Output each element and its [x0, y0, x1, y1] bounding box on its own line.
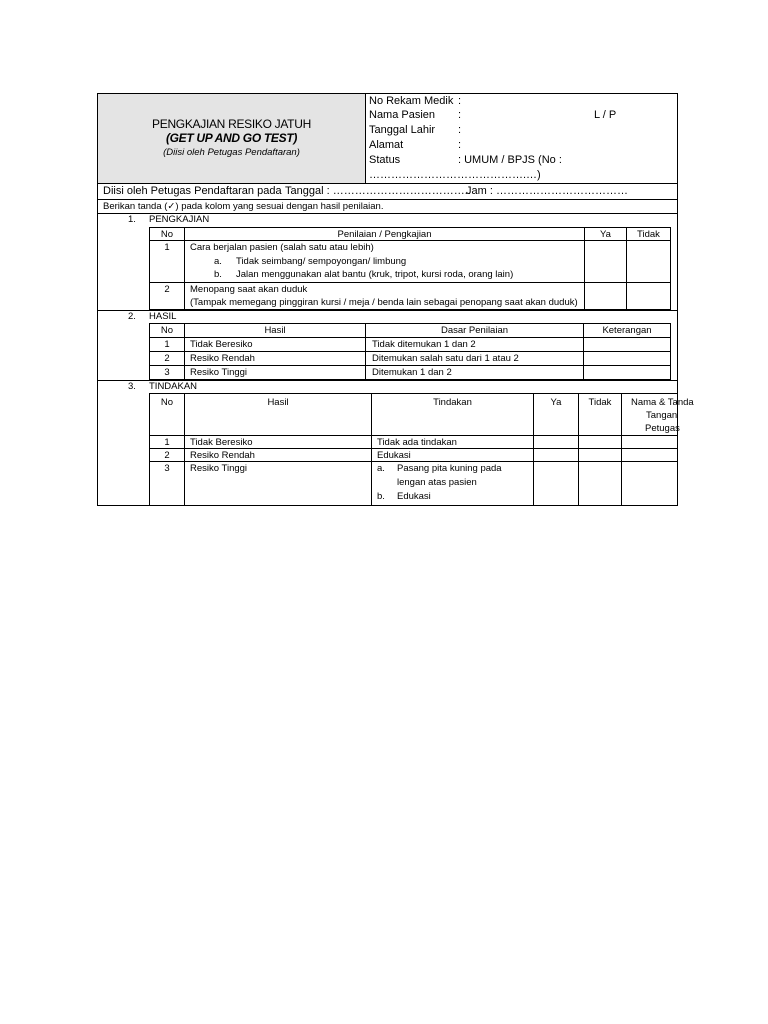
section-2-number: 2. [128, 311, 136, 322]
section-3-title: TINDAKAN [149, 381, 198, 392]
result-row-3-no: 3 [164, 367, 170, 378]
fill-line-tanggal: Tanggal : ……………………………….. [285, 185, 471, 197]
assessment-r2-no: 2 [164, 284, 170, 295]
form-note: (Diisi oleh Petugas Pendaftaran) [163, 147, 300, 158]
assessment-col-tidak [626, 228, 627, 309]
header-bottom-line [98, 183, 677, 184]
action-head-nama-1: Nama & Tanda [631, 397, 694, 408]
section-3-number: 3. [128, 381, 136, 392]
result-head-no: No [160, 325, 174, 336]
label-tanggal-lahir: Tanggal Lahir [369, 124, 436, 136]
action-col-tindakan [533, 394, 534, 505]
instruction-text: Berikan tanda (✓) pada kolom yang sesuai dengan hasil penilaian. [103, 201, 384, 212]
action-row-line-1 [150, 448, 677, 449]
action-row-1-no: 1 [164, 437, 170, 448]
action-head-nama-2: Tangan [646, 410, 678, 421]
assessment-r2-text: Menopang saat akan duduk [190, 284, 308, 295]
result-row-1-dasar: Tidak ditemukan 1 dan 2 [372, 339, 476, 350]
status-value-cont: …………………………………….…) [369, 169, 541, 181]
section-1-number: 1. [128, 214, 136, 225]
result-row-line-1 [150, 351, 670, 352]
result-row-3-dasar: Ditemukan 1 dan 2 [372, 367, 452, 378]
result-row-3-hasil: Resiko Tinggi [190, 367, 248, 378]
action-row-3-b-marker: b. [377, 491, 385, 502]
assessment-col-no [184, 228, 185, 309]
action-head-no: No [160, 397, 174, 408]
action-row-2-tindakan: Edukasi [377, 450, 411, 461]
result-row-2-no: 2 [164, 353, 170, 364]
assessment-header-line [150, 240, 670, 241]
form-subtitle: (GET UP AND GO TEST) [165, 131, 298, 145]
action-row-3-hasil: Resiko Tinggi [190, 463, 248, 474]
header-divider [365, 94, 366, 183]
assessment-r1-a-marker: a. [214, 256, 222, 267]
action-row-3-a-marker: a. [377, 463, 385, 474]
action-row-3-a-line-1: Pasang pita kuning pada [397, 463, 502, 474]
result-head-hasil: Hasil [264, 325, 286, 336]
action-col-ya [578, 394, 579, 505]
assessment-r1-b: Jalan menggunakan alat bantu (kruk, tripot, kursi roda, orang lain) [236, 269, 514, 280]
action-head-nama-cell [622, 394, 694, 435]
colon-no-rekam-medik: : [458, 95, 462, 107]
assessment-head-ya: Ya [600, 229, 611, 240]
label-nama-pasien: Nama Pasien [369, 109, 436, 121]
action-head-tindakan: Tindakan [433, 397, 472, 408]
assessment-r1-b-marker: b. [214, 269, 222, 280]
assessment-head-tidak: Tidak [637, 229, 660, 240]
label-no-rekam-medik: No Rekam Medik [369, 95, 454, 107]
colon-tanggal-lahir: : [458, 124, 462, 136]
result-row-2-hasil: Resiko Rendah [190, 353, 255, 364]
action-row-1-hasil: Tidak Beresiko [190, 437, 253, 448]
action-row-3-no: 3 [164, 463, 170, 474]
result-head-keterangan: Keterangan [602, 325, 652, 336]
result-header-line [150, 337, 670, 338]
action-row-2-hasil: Resiko Rendah [190, 450, 255, 461]
fill-line-label: Diisi oleh Petugas Pendaftaran pada [103, 185, 282, 197]
label-alamat: Alamat [369, 139, 404, 151]
fill-line-jam: Jam : ……………………………… [466, 185, 628, 197]
assessment-r1-a: Tidak seimbang/ sempoyongan/ limbung [236, 256, 407, 267]
section-1-bottom [98, 310, 677, 311]
assessment-head-no: No [160, 229, 174, 240]
action-row-3-b: Edukasi [397, 491, 431, 502]
action-row-3-a-line-2: lengan atas pasien [397, 477, 477, 488]
assessment-r1-text: Cara berjalan pasien (salah satu atau lebih) [190, 242, 374, 253]
assessment-r1-no: 1 [164, 242, 170, 253]
result-row-1-no: 1 [164, 339, 170, 350]
action-head-tidak: Tidak [588, 397, 612, 408]
action-col-hasil [371, 394, 372, 505]
assessment-head-penilaian: Penilaian / Pengkajian [337, 229, 432, 240]
result-row-line-2 [150, 365, 670, 366]
form-title: PENGKAJIAN RESIKO JATUH [152, 117, 311, 131]
colon-alamat: : [458, 139, 462, 151]
assessment-r2-sub: (Tampak memegang pinggiran kursi / meja / benda lain sebagai penopang saat akan duduk) [190, 297, 578, 308]
assessment-col-ya [584, 228, 585, 309]
section-1-title: PENGKAJIAN [149, 214, 210, 225]
gender-field: L / P [594, 109, 617, 121]
assessment-row-line [150, 282, 670, 283]
result-row-2-dasar: Ditemukan salah satu dari 1 atau 2 [372, 353, 519, 364]
section-2-title: HASIL [149, 311, 177, 322]
result-head-dasar: Dasar Penilaian [440, 325, 509, 336]
action-col-no [184, 394, 185, 505]
result-row-1-hasil: Tidak Beresiko [190, 339, 253, 350]
action-row-2-no: 2 [164, 450, 170, 461]
fill-line-bottom [98, 199, 677, 200]
label-status: Status [369, 154, 401, 166]
action-header-line [150, 435, 677, 436]
action-row-1-tindakan: Tidak ada tindakan [377, 437, 457, 448]
action-head-hasil: Hasil [267, 397, 289, 408]
action-head-ya: Ya [550, 397, 562, 408]
status-value: : UMUM / BPJS (No : [458, 154, 562, 166]
action-row-line-2 [150, 461, 677, 462]
colon-nama-pasien: : [458, 109, 462, 121]
action-head-nama-3: Petugas [645, 423, 680, 434]
